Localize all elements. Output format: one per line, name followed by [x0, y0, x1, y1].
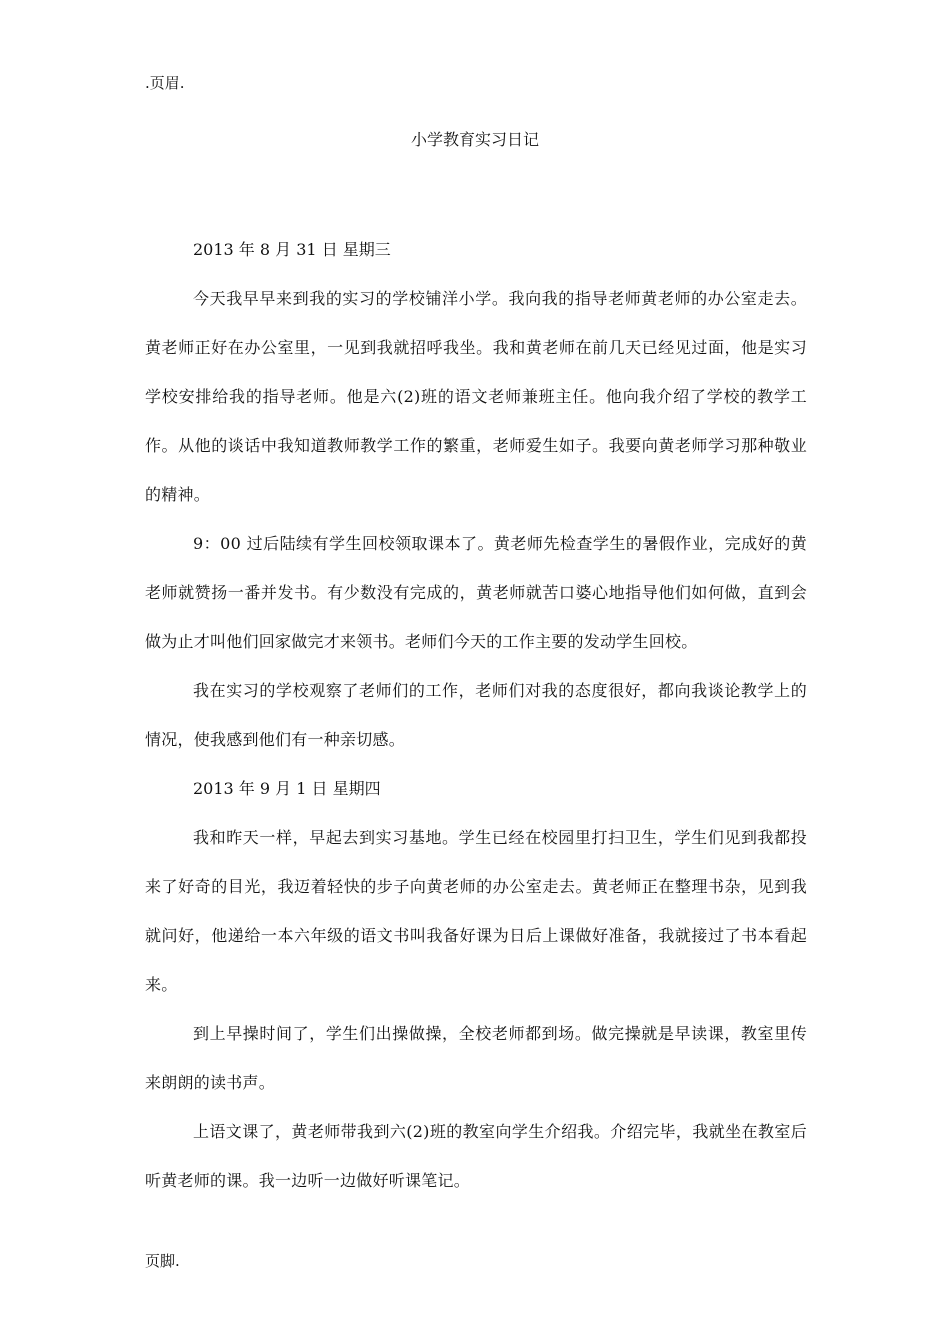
paragraph: 今天我早早来到我的实习的学校铺洋小学。我向我的指导老师黄老师的办公室走去。黄老师正好在办公室里，一见到我就招呼我坐。我和黄老师在前几天已经见过面，他是实习学校安排给我的指导老师。他是六(2)班的语文老师兼班主任。他向我介绍了学校的教学工作。从他的谈话中我知道教师教学工作的繁重，老师爱生如子。我要向黄老师学习那种敬业的精神。: [145, 289, 807, 504]
page-header: .页眉.: [145, 74, 185, 92]
paragraph: 9：00 过后陆续有学生回校领取课本了。黄老师先检查学生的暑假作业，完成好的黄老师就赞扬一番并发书。有少数没有完成的，黄老师就苦口婆心地指导他们如何做，直到会做为止才叫他们回家做完才来领书。老师们今天的工作主要的发动学生回校。: [145, 534, 807, 651]
document-body: [145, 225, 807, 1205]
paragraph: 上语文课了，黄老师带我到六(2)班的教室向学生介绍我。介绍完毕，我就坐在教室后听黄老师的课。我一边听一边做好听课笔记。: [145, 1122, 807, 1190]
paragraph: 我在实习的学校观察了老师们的工作，老师们对我的态度很好，都向我谈论教学上的情况，使我感到他们有一种亲切感。: [145, 681, 807, 749]
diary-entry: [145, 764, 807, 1205]
diary-entry: [145, 225, 807, 764]
paragraph: 我和昨天一样，早起去到实习基地。学生已经在校园里打扫卫生，学生们见到我都投来了好奇的目光，我迈着轻快的步子向黄老师的办公室走去。黄老师正在整理书杂，见到我就问好，他递给一本六年级的语文书叫我备好课为日后上课做好准备，我就接过了书本看起来。: [145, 828, 807, 994]
entry-date: 2013 年 8 月 31 日 星期三: [193, 240, 391, 259]
document-title: 小学教育实习日记: [410, 130, 539, 149]
page-footer: 页脚.: [145, 1252, 180, 1270]
paragraph: 到上早操时间了，学生们出操做操，全校老师都到场。做完操就是早读课，教室里传来朗朗的读书声。: [145, 1024, 807, 1092]
entry-date: 2013 年 9 月 1 日 星期四: [193, 779, 381, 798]
